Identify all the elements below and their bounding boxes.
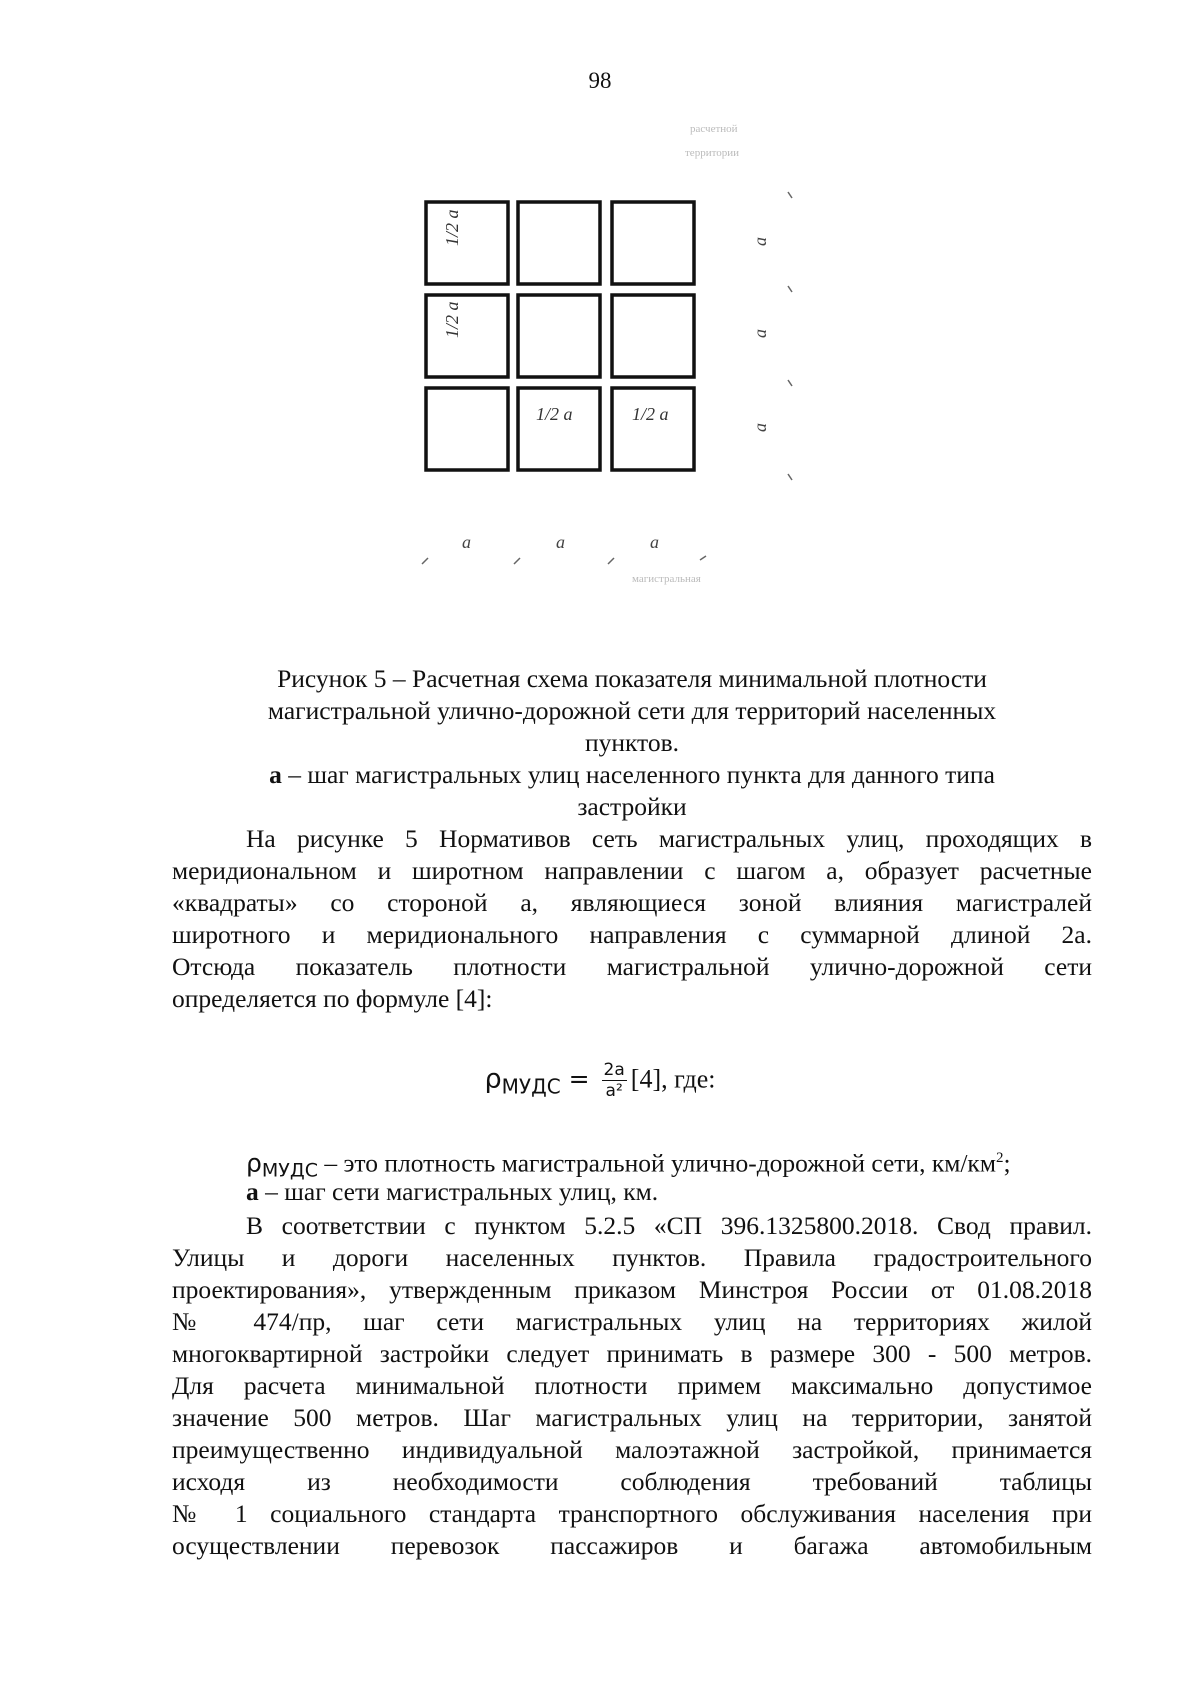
formula-subscript: МУДС xyxy=(501,1074,561,1099)
label-step-bottom-2: a xyxy=(556,532,565,552)
label-step-right-3: a xyxy=(750,423,770,432)
caption-legend-line-2: застройки xyxy=(577,792,687,821)
grid-squares xyxy=(426,202,694,470)
label-step-bottom-3: a xyxy=(650,532,659,552)
para1-line: определяется по формуле [4]: xyxy=(172,984,493,1013)
label-half-a-r2c1: 1/2 a xyxy=(442,301,462,338)
label-half-a-r3c3: 1/2 a xyxy=(632,404,669,424)
def-a-text: – шаг сети магистральных улиц, км. xyxy=(258,1177,659,1206)
grid-diagram-svg xyxy=(400,120,880,660)
label-step-right-2: a xyxy=(750,329,770,338)
figure-grid-diagram xyxy=(400,120,880,660)
para2-line: Улицы и дороги населенных пунктов. Правила градостроительного xyxy=(172,1243,1092,1272)
paragraph-2 xyxy=(172,1210,1092,1562)
paragraph-1 xyxy=(172,823,1092,1015)
square-r2c2 xyxy=(518,295,600,377)
para2-line: преимущественно индивидуальной малоэтажной застройкой, принимается xyxy=(172,1435,1092,1464)
label-step-right-1: a xyxy=(750,237,770,246)
page-number: 98 xyxy=(588,68,612,93)
square-r3c2 xyxy=(518,388,600,470)
para2-line: исходя из необходимости соблюдения требований таблицы xyxy=(172,1467,1092,1496)
para2-line: значение 500 метров. Шаг магистральных улиц на территории, занятой xyxy=(172,1403,1092,1432)
para1-line: «квадраты» со стороной а, являющиеся зоной влияния магистралей xyxy=(172,888,1092,917)
def-a-symbol: а xyxy=(246,1177,259,1206)
faint-label-top-2: территории xyxy=(685,147,740,159)
density-formula xyxy=(0,1060,1200,1101)
label-step-bottom-1: a xyxy=(462,532,471,552)
formula-numerator: 2a xyxy=(603,1060,625,1080)
def-rho-text: – это плотность магистральной улично-дорожной сети, км/км xyxy=(317,1148,996,1178)
square-r1c3 xyxy=(612,202,694,284)
square-r2c1 xyxy=(426,295,508,377)
para1-line: На рисунке 5 Нормативов сеть магистральных улиц, проходящих в xyxy=(246,824,1092,853)
para2-line: Для расчета минимальной плотности примем максимально допустимое xyxy=(172,1371,1092,1400)
definition-a xyxy=(246,1176,658,1208)
para2-line: многоквартирной застройки следует принимать в размере 300 - 500 метров. xyxy=(172,1339,1092,1368)
caption-legend xyxy=(172,759,1092,791)
def-rho-subscript: МУДС xyxy=(261,1159,318,1182)
faint-label-top-1: расчетной xyxy=(690,123,738,135)
figure-caption xyxy=(172,663,1092,823)
legend-text: – шаг магистральных улиц населенного пункта для данного типа xyxy=(281,760,995,789)
para2-line: осуществлении перевозок пассажиров и багажа автомобильным xyxy=(172,1531,1092,1560)
formula-tail: [4], где: xyxy=(630,1064,716,1094)
legend-symbol: а xyxy=(269,760,282,789)
formula-denominator: a² xyxy=(605,1081,623,1101)
formula-fraction xyxy=(602,1060,627,1101)
faint-label-bottom: магистральная xyxy=(632,573,701,585)
label-half-a-r1c1: 1/2 a xyxy=(442,209,462,246)
para1-line: меридиональном и широтном направлении с шагом а, образует расчетные xyxy=(172,856,1092,885)
def-rho-sup: 2 xyxy=(995,1150,1004,1166)
square-r1c2 xyxy=(518,202,600,284)
para2-line: № 1 социального стандарта транспортного обслуживания населения при xyxy=(172,1499,1092,1528)
square-r3c3 xyxy=(612,388,694,470)
square-r2c3 xyxy=(612,295,694,377)
formula-rho: ρ xyxy=(484,1063,502,1095)
caption-line-2: магистральной улично-дорожной сети для территорий населенных xyxy=(267,696,997,725)
para2-line: № 474/пр, шаг сети магистральных улиц на территориях жилой xyxy=(172,1307,1092,1336)
para1-line: Отсюда показатель плотности магистральной улично-дорожной сети xyxy=(172,952,1092,981)
def-rho-symbol: ρ xyxy=(246,1148,262,1178)
caption-line-3: пунктов. xyxy=(584,728,680,757)
square-r3c1 xyxy=(426,388,508,470)
label-half-a-r3c2: 1/2 a xyxy=(536,404,573,424)
caption-line-1: Рисунок 5 – Расчетная схема показателя минимальной плотности xyxy=(277,664,987,693)
square-r1c1 xyxy=(426,202,508,284)
def-rho-end: ; xyxy=(1003,1148,1011,1178)
para2-line: проектирования», утвержденным приказом Минстроя России от 01.08.2018 xyxy=(172,1275,1092,1304)
formula-equals: = xyxy=(560,1064,598,1094)
para1-line: широтного и меридионального направления с суммарной длиной 2а. xyxy=(172,920,1092,949)
para2-line: В соответствии с пунктом 5.2.5 «СП 396.1325800.2018. Свод правил. xyxy=(246,1211,1092,1240)
